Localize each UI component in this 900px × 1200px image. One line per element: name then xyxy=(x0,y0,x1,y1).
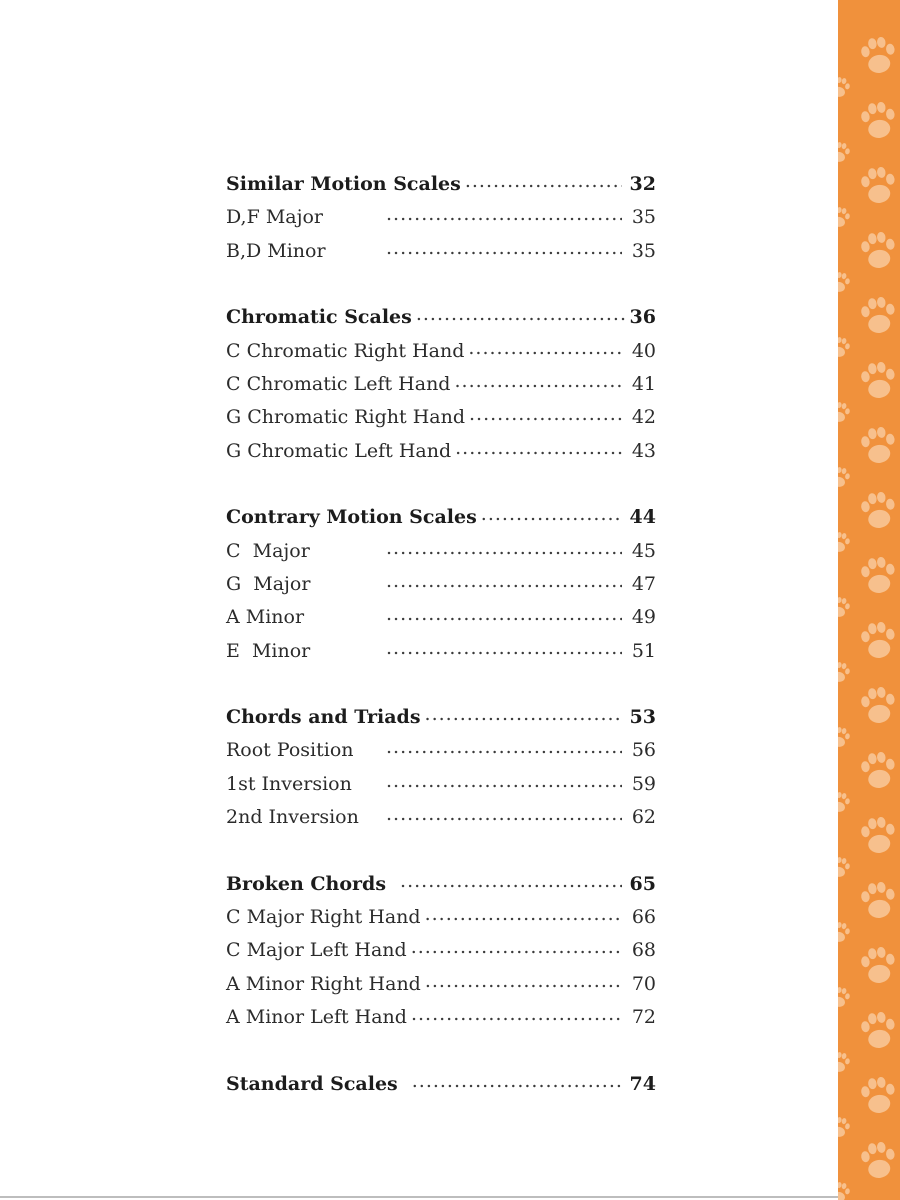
toc-page-number: 51 xyxy=(631,639,656,662)
paw-print-icon xyxy=(838,856,851,879)
toc-entry-row[interactable] xyxy=(226,235,656,268)
paw-print-icon xyxy=(860,100,898,140)
paw-print-icon xyxy=(860,230,898,270)
paw-print-icon xyxy=(860,1010,898,1050)
paw-print-icon xyxy=(838,141,851,164)
paw-print-icon xyxy=(838,596,851,619)
paw-print-icon xyxy=(860,360,898,400)
toc-section xyxy=(226,701,656,835)
toc-section xyxy=(226,168,656,268)
paw-print-icon xyxy=(838,76,851,99)
bottom-rule xyxy=(0,1196,838,1198)
toc-entry-row[interactable] xyxy=(226,335,656,368)
toc-page-number: 32 xyxy=(629,173,656,195)
paw-print-icon xyxy=(860,620,898,660)
table-of-contents xyxy=(226,168,656,1134)
toc-page-number: 62 xyxy=(631,806,656,829)
dot-leader xyxy=(386,731,622,764)
toc-page-number: 65 xyxy=(629,872,656,895)
paw-print-icon xyxy=(860,555,898,595)
paw-print-icon xyxy=(838,661,851,684)
paw-print-icon xyxy=(838,791,851,814)
toc-entry-row[interactable] xyxy=(226,801,656,834)
toc-heading-row[interactable] xyxy=(226,1068,656,1101)
toc-page-number: 36 xyxy=(629,306,656,329)
toc-page-number: 35 xyxy=(631,239,656,262)
dot-leader xyxy=(386,232,622,265)
toc-entry-label: G Major xyxy=(226,572,311,595)
dot-leader xyxy=(465,165,622,198)
toc-entry-row[interactable] xyxy=(226,435,656,468)
dot-leader xyxy=(481,498,622,531)
toc-page-number: 68 xyxy=(631,939,656,962)
toc-entry-row[interactable] xyxy=(226,201,656,234)
toc-entry-row[interactable] xyxy=(226,934,656,967)
toc-entry-label: C Major Right Hand xyxy=(226,906,421,929)
dot-leader xyxy=(386,632,622,665)
paw-print-icon xyxy=(838,336,851,359)
paw-print-icon xyxy=(838,726,851,749)
toc-entry-row[interactable] xyxy=(226,635,656,668)
toc-page-number: 40 xyxy=(631,339,656,362)
paw-print-icon xyxy=(838,531,851,554)
toc-entry-label: B,D Minor xyxy=(226,239,326,262)
toc-page-number: 59 xyxy=(631,772,656,795)
toc-entry-label: G Chromatic Left Hand xyxy=(226,439,452,462)
dot-leader xyxy=(416,298,628,331)
dot-leader xyxy=(386,765,622,798)
paw-print-icon xyxy=(860,750,898,790)
toc-entry-label: C Major xyxy=(226,539,310,562)
toc-heading-label: Similar Motion Scales xyxy=(226,173,461,195)
dot-leader xyxy=(411,998,622,1031)
toc-heading-row[interactable] xyxy=(226,868,656,901)
toc-entry-row[interactable] xyxy=(226,368,656,401)
toc-page-number: 44 xyxy=(629,506,656,529)
toc-page-number: 43 xyxy=(631,439,656,462)
toc-page-number: 47 xyxy=(631,572,656,595)
paw-print-icon xyxy=(838,271,851,294)
dot-leader xyxy=(425,698,622,731)
paw-print-icon xyxy=(860,815,898,855)
toc-section xyxy=(226,501,656,668)
toc-page-number: 45 xyxy=(631,539,656,562)
paw-print-icon xyxy=(860,165,898,205)
dot-leader xyxy=(455,432,622,465)
paw-print-icon xyxy=(838,1051,851,1074)
paw-print-icon xyxy=(838,1181,851,1200)
toc-section xyxy=(226,1068,656,1101)
paw-print-icon xyxy=(860,1140,898,1180)
toc-heading-label: Standard Scales xyxy=(226,1072,398,1095)
toc-entry-label: A Minor Left Hand xyxy=(226,1006,407,1029)
toc-entry-label: A Minor Right Hand xyxy=(226,972,421,995)
toc-heading-label: Chromatic Scales xyxy=(226,306,412,329)
toc-entry-row[interactable] xyxy=(226,734,656,767)
dot-leader xyxy=(386,598,622,631)
dot-leader xyxy=(400,865,622,898)
toc-page-number: 41 xyxy=(631,372,656,395)
paw-print-icon xyxy=(860,35,898,75)
toc-entry-row[interactable] xyxy=(226,535,656,568)
toc-entry-label: C Chromatic Right Hand xyxy=(226,339,465,362)
paw-print-icon xyxy=(838,401,851,424)
toc-entry-label: D,F Major xyxy=(226,206,324,229)
toc-entry-row[interactable] xyxy=(226,568,656,601)
toc-page-number: 56 xyxy=(631,739,656,762)
toc-page-number: 42 xyxy=(631,406,656,429)
toc-entry-row[interactable] xyxy=(226,901,656,934)
dot-leader xyxy=(386,565,622,598)
paw-print-icon xyxy=(860,880,898,920)
toc-section xyxy=(226,301,656,468)
paw-print-icon xyxy=(838,466,851,489)
toc-entry-row[interactable] xyxy=(226,1001,656,1034)
dot-leader xyxy=(468,332,622,365)
toc-entry-label: 2nd Inversion xyxy=(226,806,359,829)
toc-entry-label: Root Position xyxy=(226,739,354,762)
toc-page-number: 74 xyxy=(629,1072,656,1095)
paw-print-icon xyxy=(838,986,851,1009)
toc-heading-label: Contrary Motion Scales xyxy=(226,506,477,529)
toc-page-number: 70 xyxy=(631,972,656,995)
toc-heading-label: Chords and Triads xyxy=(226,706,421,729)
paw-print-icon xyxy=(860,1075,898,1115)
toc-entry-row[interactable] xyxy=(226,601,656,634)
toc-entry-row[interactable] xyxy=(226,401,656,434)
toc-entry-row[interactable] xyxy=(226,768,656,801)
toc-page-number: 72 xyxy=(631,1006,656,1029)
toc-entry-label: C Major Left Hand xyxy=(226,939,407,962)
toc-entry-row[interactable] xyxy=(226,968,656,1001)
dot-leader xyxy=(386,798,622,831)
dot-leader xyxy=(412,1065,622,1098)
toc-heading-row[interactable] xyxy=(226,168,656,201)
toc-page-number: 53 xyxy=(629,706,656,729)
toc-heading-row[interactable] xyxy=(226,301,656,334)
dot-leader xyxy=(386,198,622,231)
toc-entry-label: C Chromatic Left Hand xyxy=(226,372,451,395)
toc-entry-label: A Minor xyxy=(226,606,305,629)
dot-leader xyxy=(425,965,622,998)
paw-print-icon xyxy=(838,921,851,944)
paw-print-icon xyxy=(860,945,898,985)
dot-leader xyxy=(469,398,622,431)
toc-entry-label: E Minor xyxy=(226,639,311,662)
toc-heading-row[interactable] xyxy=(226,701,656,734)
toc-heading-row[interactable] xyxy=(226,501,656,534)
paw-print-icon xyxy=(860,685,898,725)
toc-page-number: 49 xyxy=(631,606,656,629)
paw-print-icon xyxy=(860,295,898,335)
paw-print-pattern xyxy=(838,0,900,1200)
toc-entry-label: 1st Inversion xyxy=(226,772,352,795)
dot-leader xyxy=(386,532,622,565)
paw-print-icon xyxy=(838,206,851,229)
toc-page-number: 66 xyxy=(631,906,656,929)
dot-leader xyxy=(425,898,622,931)
paw-print-icon xyxy=(860,425,898,465)
dot-leader xyxy=(411,931,622,964)
dot-leader xyxy=(454,365,622,398)
toc-page-number: 35 xyxy=(631,206,656,229)
paw-print-border xyxy=(838,0,900,1200)
toc-section xyxy=(226,868,656,1035)
toc-heading-label: Broken Chords xyxy=(226,872,387,895)
paw-print-icon xyxy=(860,490,898,530)
paw-print-icon xyxy=(838,1116,851,1139)
toc-entry-label: G Chromatic Right Hand xyxy=(226,406,466,429)
